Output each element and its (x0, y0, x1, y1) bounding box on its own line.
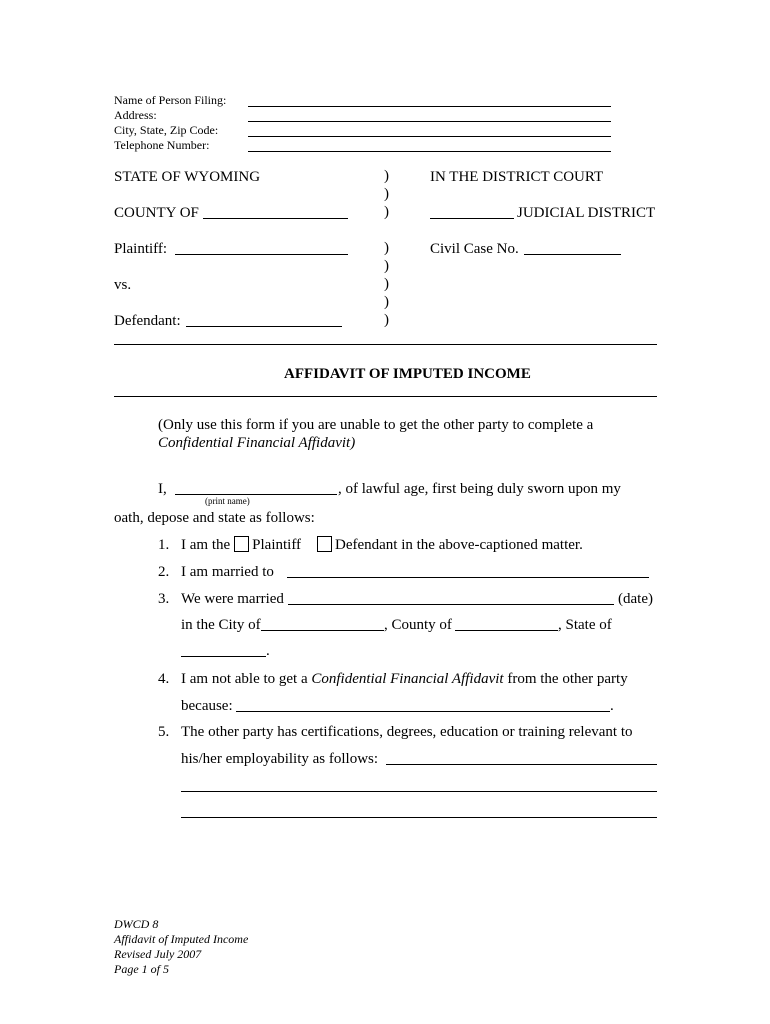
spouse-name-field[interactable] (287, 563, 649, 578)
paren: ) (384, 240, 389, 256)
item2-number: 2. (158, 564, 170, 580)
defendant-label: Defendant: (114, 313, 181, 329)
defendant-label: Defendant in the above-captioned matter. (335, 537, 583, 553)
item5-text: The other party has certifications, degrees, education or training relevant to (181, 724, 633, 740)
address-field[interactable] (248, 107, 611, 122)
paren: ) (384, 294, 389, 310)
footer-page: Page 1 of 5 (114, 962, 169, 976)
paren: ) (384, 204, 389, 220)
vs-label: vs. (114, 277, 132, 293)
paren: ) (384, 186, 389, 202)
state-of-label: , State of (558, 617, 612, 633)
print-name-caption: (print name) (205, 496, 250, 506)
state-of-field[interactable] (181, 642, 266, 657)
item4-line (181, 670, 628, 688)
judicial-district-label: JUDICIAL DISTRICT (517, 205, 656, 221)
item4-text-a: I am not able to get a (181, 671, 308, 687)
item1-text: I am the (181, 537, 231, 553)
name-field[interactable] (248, 92, 611, 107)
defendant-field[interactable] (186, 312, 342, 327)
item3-text: We were married (181, 591, 284, 607)
employability-field-2[interactable] (181, 777, 657, 792)
court-label: IN THE DISTRICT COURT (430, 169, 604, 185)
item1-defendant-line (313, 536, 583, 554)
page-title: AFFIDAVIT OF IMPUTED INCOME (284, 366, 531, 382)
plaintiff-label: Plaintiff (252, 537, 302, 553)
item4-text-b: Confidential Financial Affidavit (311, 671, 504, 687)
caption-rule (114, 344, 657, 345)
item3-number: 3. (158, 591, 170, 607)
address-label: Address: (114, 108, 157, 122)
item2-text: I am married to (181, 564, 274, 580)
plaintiff-checkbox[interactable] (234, 536, 249, 552)
county-of-label: , County of (384, 617, 452, 633)
instructions-line2: Confidential Financial Affidavit) (158, 435, 356, 451)
county-field[interactable] (203, 204, 348, 219)
in-city-label: in the City of (181, 617, 261, 633)
print-name-field[interactable] (175, 480, 337, 495)
item1-line (181, 536, 301, 554)
county-label: COUNTY OF (114, 205, 199, 221)
paren: ) (384, 168, 389, 184)
paren: ) (384, 258, 389, 274)
footer-form-id: DWCD 8 (114, 917, 159, 931)
oath-line2: oath, depose and state as follows: (114, 510, 315, 526)
civil-case-label: Civil Case No. (430, 241, 519, 257)
phone-label: Telephone Number: (114, 138, 210, 152)
city-of-field[interactable] (261, 616, 384, 631)
name-label: Name of Person Filing: (114, 93, 227, 107)
instructions-line1: (Only use this form if you are unable to get the other party to complete a (158, 417, 594, 433)
marriage-date-field[interactable] (288, 590, 614, 605)
district-number-field[interactable] (430, 204, 514, 219)
item4-text-c: from the other party (507, 671, 628, 687)
oath-lawful-text: , of lawful age, first being duly sworn upon my (338, 481, 621, 497)
paren: ) (384, 312, 389, 328)
employability-field-3[interactable] (181, 803, 657, 818)
plaintiff-label: Plaintiff: (114, 241, 168, 257)
city-field[interactable] (248, 122, 611, 137)
plaintiff-field[interactable] (175, 240, 348, 255)
employability-label: his/her employability as follows: (181, 751, 379, 767)
item5-number: 5. (158, 724, 170, 740)
because-period: . (610, 698, 614, 714)
employability-field-1[interactable] (386, 750, 657, 765)
footer-revised: Revised July 2007 (114, 947, 202, 961)
because-field[interactable] (236, 697, 610, 712)
footer-form-name: Affidavit of Imputed Income (114, 932, 249, 946)
because-label: because: (181, 698, 233, 714)
item1-number: 1. (158, 537, 170, 553)
state-label: STATE OF WYOMING (114, 169, 261, 185)
county-of-field[interactable] (455, 616, 558, 631)
defendant-checkbox[interactable] (317, 536, 332, 552)
civil-case-field[interactable] (524, 240, 621, 255)
date-label: (date) (618, 591, 653, 607)
title-rule (114, 396, 657, 397)
phone-field[interactable] (248, 137, 611, 152)
item4-number: 4. (158, 671, 170, 687)
oath-i: I, (158, 481, 167, 497)
paren: ) (384, 276, 389, 292)
city-label: City, State, Zip Code: (114, 123, 219, 137)
period: . (266, 643, 270, 659)
